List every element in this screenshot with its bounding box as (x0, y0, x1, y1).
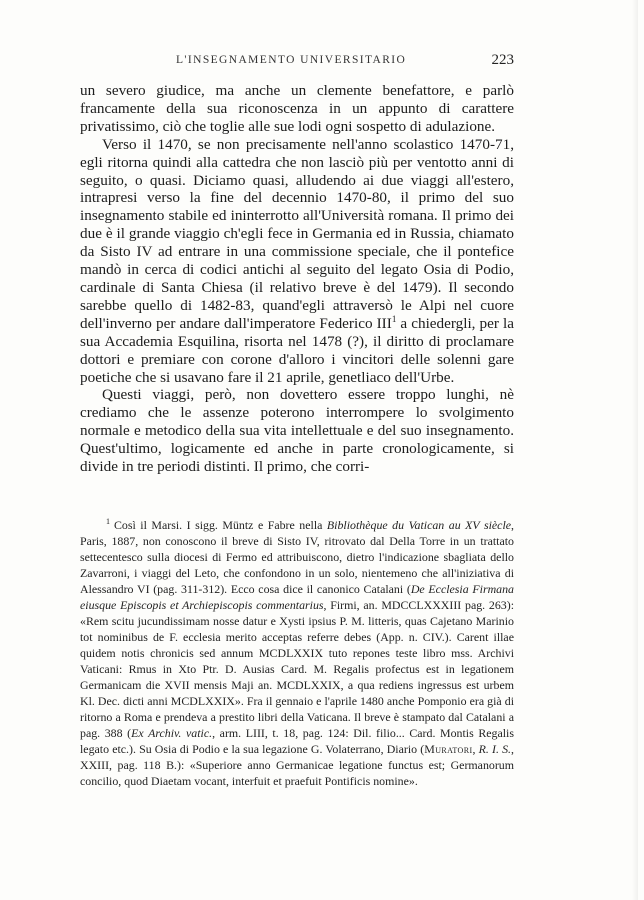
footnote-segment: , Paris, 1887, non conoscono il breve di Sisto IV, ritrovato dal Della Torre in un trattato settecentesco sulla diocesi di Fermo ed attribuiscono, dietro l'indicazione sbagliata dello Zavarroni, i viaggi del Leto, che confondono in un solo, nientemeno che all'iniziativa di Alessandro VI (pag. 311-312). Ecco cosa dice il canonico Catalani ( (80, 518, 515, 596)
running-head: L'INSEGNAMENTO UNIVERSITARIO (176, 54, 407, 66)
footnote-number: 1 (106, 517, 110, 527)
footnote-segment: Bibliothèque du Vatican au XV siècle (326, 518, 512, 532)
footnote-marker[interactable]: 1 (391, 313, 397, 324)
footnote-segment: , (472, 742, 479, 756)
page-edge-shadow (632, 0, 638, 900)
footnote-body (80, 518, 514, 788)
footnote-segment: Così il Marsi. I sigg. Müntz e Fabre nella (114, 518, 327, 532)
footnote-segment: De Ecclesia Firmana eiusque Episcopis et Archiepiscopis commentarius (80, 582, 514, 612)
paragraph-2 (80, 136, 514, 387)
footnote-segment: , Firmi, an. MDCCLXXXIII pag. 263): «Rem scitu jucundissimam nosse datur e Xysti ipsius P. M. litteris, quas Cajetano Marinio tot nominibus de F. ecclesia merito acceptas referre debes (App. n. CIV.). Carent illae quidem notis chronicis sed annum MCDLXXIX tuto repones teste libro mss. Archivi Vaticani: Rmus in Xto Ptr. D. Ausias Card. M. Regalis profectus est in legationem Germanicam die XVII mensis Maji an. MCDLXXIX, a qua rediens ingressus est urbem Kl. Dec. dicti anni MCDLXXIX». Fra il gennaio e l'aprile 1480 anche Pomponio era già di ritorno a Roma e prendeva a prestito libri della Vaticana. Il breve è stampato dal Catalani a pag. 388 ( (80, 598, 515, 740)
body-text (80, 82, 514, 476)
paragraph-1: un severo giudice, ma anche un clemente benefattore, e parlò francamente della sua riconoscenza in un appunto di carattere privatissimo, ciò che toglie alle sue lodi ogni sospetto di adulazione. (80, 82, 514, 135)
footnotes (80, 517, 514, 789)
page-header (80, 54, 514, 72)
footnote-segment: Muratori (424, 742, 473, 756)
footnote-segment: Ex Archiv. vatic. (131, 726, 213, 740)
paragraph-3: Questi viaggi, però, non dovettero essere troppo lunghi, nè crediamo che le assenze poterono interrompere lo svolgimento normale e metodico della sua vita intellettuale e del suo insegnamento. Quest'ultimo, logicamente ed anche in parte cronologicamente, si divide in tre periodi distinti. Il primo, che corri- (80, 386, 514, 476)
footnote-1 (80, 517, 514, 789)
footnote-segment: , arm. LIII, t. 18, pag. 124: Dil. filio... Card. Montis Regalis legato etc.). Su Osia di Podio e la sua legazione G. Volaterrano, Diario ( (80, 726, 514, 756)
footnote-segment: , XXIII, pag. 118 B.): «Superiore anno Germanicae legatione functus est; Germanorum concilio, quod Diaetam vocant, interfuit et praefuit Pontificis nomine». (80, 742, 514, 788)
paragraph-2-text-a: Verso il 1470, se non precisamente nell'anno scolastico 1470-71, egli ritorna quindi alla cattedra che non lasciò più per ventotto anni di seguito, o quasi. Diciamo quasi, alludendo ai due viaggi all'estero, intrapresi verso la fine del decennio 1470-80, il primo del suo insegnamento stabile ed ininterrotto all'Università romana. Il primo dei due è il grande viaggio ch'egli fece in Germania ed in Russia, chiamato da Sisto IV ad entrare in una commissione speciale, che il pontefice mandò in cerca di codici antichi al seguito del legato Osia di Podio, cardinale di Santa Chiesa (il relativo breve è del 1479). Il secondo sarebbe quello di 1482-83, quand'egli attraversò le Alpi nel cuore dell'inverno per andare dall'imperatore Federico III (80, 135, 514, 332)
page-number: 223 (491, 52, 514, 68)
paragraph-2-text-b: a chiedergli, per la sua Accademia Esquilina, risorta nel 1478 (?), il diritto di proclamare dottori e premiare con corone d'alloro i vincitori delle solenni gare poetiche che si usavano fare il 21 aprile, genetliaco dell'Urbe. (80, 314, 515, 386)
footnote-segment: R. I. S. (478, 742, 512, 756)
